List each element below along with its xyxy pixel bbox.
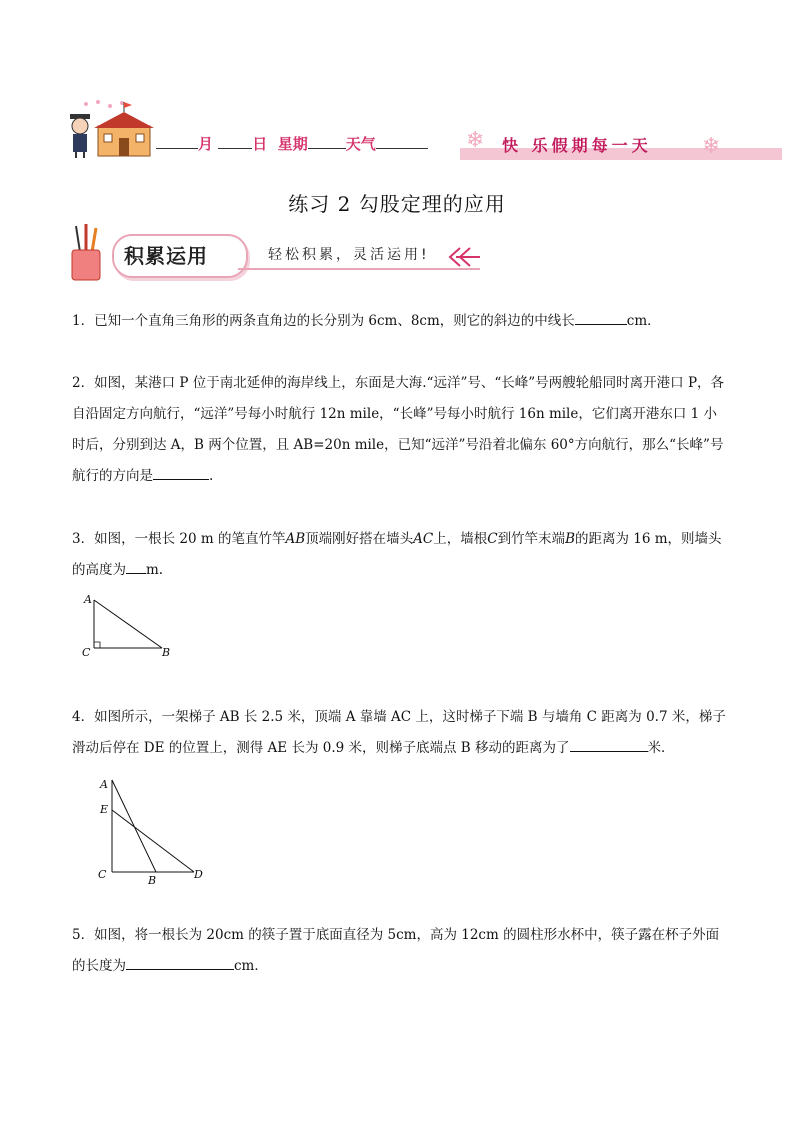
day-label: 日 xyxy=(252,135,268,153)
question-number: 2． xyxy=(72,375,95,391)
label-c: C xyxy=(82,646,91,659)
weather-label: 天气 xyxy=(345,135,376,153)
question-unit: m. xyxy=(146,562,164,578)
snowflake-icon: ❄ xyxy=(466,128,485,153)
question-text: 如图，某港口 P 位于南北延伸的海岸线上，东面是大海.“远洋”号、“长峰”号两艘轮船同时离开港口 P，各自沿固定方向航行，“远洋”号每小时航行 12n mile，“长峰”号每小时航行 16n mile，它们离开港东口 1 小时后，分别到达 A，B 两个位置，且 AB=20n mile，已知“远洋”号沿着北偏东 60°方向航行，那么“长峰”号航行的方向是 xyxy=(72,375,725,484)
header-illustration xyxy=(64,98,156,160)
question-number: 3． xyxy=(72,531,95,547)
question-text: 到竹竿末端 xyxy=(497,531,566,547)
label-b: B xyxy=(148,874,157,886)
question-text: 如图所示，一架梯子 AB 长 2.5 米，顶端 A 靠墙 AC 上，这时梯子下端 B 与墙角 C 距离为 0.7 米，梯子滑动后停在 DE 的位置上，测得 AE 长为 0.9 米，则梯子底端点 B 移动的距离为了 xyxy=(72,709,726,756)
answer-blank[interactable] xyxy=(126,561,146,574)
question-text: 如图，一根长 20 m 的笔直竹竿 xyxy=(94,531,286,547)
segment-ab-line xyxy=(94,600,162,648)
snowflake-icon: ❄ xyxy=(702,134,721,159)
figure-3 xyxy=(80,590,190,666)
graduate-figure-icon xyxy=(70,114,90,158)
question-5 xyxy=(72,920,726,982)
question-text: 上，墙根 xyxy=(433,531,488,547)
question-unit: 米． xyxy=(647,740,675,756)
banner-label: 积累运用 xyxy=(124,244,208,268)
figure-4 xyxy=(96,774,212,890)
question-unit: cm． xyxy=(626,313,661,329)
label-c: C xyxy=(98,868,107,881)
pen-holder-icon xyxy=(68,222,104,286)
answer-blank[interactable] xyxy=(126,957,234,970)
question-text: 的距离为 16 m，则墙头的高度为 xyxy=(72,531,722,578)
double-arrow-left-icon xyxy=(446,246,482,272)
snowflake-icon xyxy=(84,100,124,108)
answer-blank[interactable] xyxy=(153,467,209,480)
day-blank xyxy=(218,134,252,149)
question-4 xyxy=(72,702,726,764)
answer-blank[interactable] xyxy=(570,739,648,752)
banner-underline xyxy=(238,268,480,270)
weekday-blank xyxy=(308,134,346,149)
banner-subtitle: 轻松积累，灵活运用! xyxy=(268,247,430,263)
question-number: 1． xyxy=(72,313,95,329)
label-a: A xyxy=(84,593,92,606)
question-text: 顶端刚好搭在墙头 xyxy=(305,531,414,547)
label-d: D xyxy=(194,868,203,881)
question-1 xyxy=(72,306,726,337)
question-number: 4． xyxy=(72,709,95,725)
question-unit: . xyxy=(209,468,214,484)
ladder-ab xyxy=(112,780,156,872)
weather-blank xyxy=(376,134,428,149)
question-2 xyxy=(72,368,726,492)
page-title: 练习 2 勾股定理的应用 xyxy=(288,192,506,216)
question-text: 如图，将一根长为 20cm 的筷子置于底面直径为 5cm，高为 12cm 的圆柱形水杯中，筷子露在杯子外面的长度为 xyxy=(72,927,720,974)
answer-blank[interactable] xyxy=(575,312,627,325)
ladder-ed xyxy=(112,810,194,872)
month-label: 月 xyxy=(198,135,214,153)
month-blank xyxy=(156,134,198,149)
slogan: 快 乐假期每一天 xyxy=(502,136,652,155)
question-number: 5． xyxy=(72,927,95,943)
point-b: B xyxy=(565,531,575,547)
label-a: A xyxy=(100,778,108,791)
right-angle-mark xyxy=(94,642,100,648)
segment-ac: AC xyxy=(413,531,434,547)
question-text: 已知一个直角三角形的两条直角边的长分别为 6cm、8cm，则它的斜边的中线长 xyxy=(94,313,575,329)
school-building-icon xyxy=(94,102,154,156)
date-line xyxy=(156,133,428,154)
question-unit: cm． xyxy=(234,958,268,974)
point-c: C xyxy=(487,531,498,547)
segment-ab: AB xyxy=(285,531,306,547)
weekday-label: 星期 xyxy=(277,135,308,153)
question-3 xyxy=(72,524,726,586)
label-b: B xyxy=(162,646,171,659)
label-e: E xyxy=(100,803,109,816)
